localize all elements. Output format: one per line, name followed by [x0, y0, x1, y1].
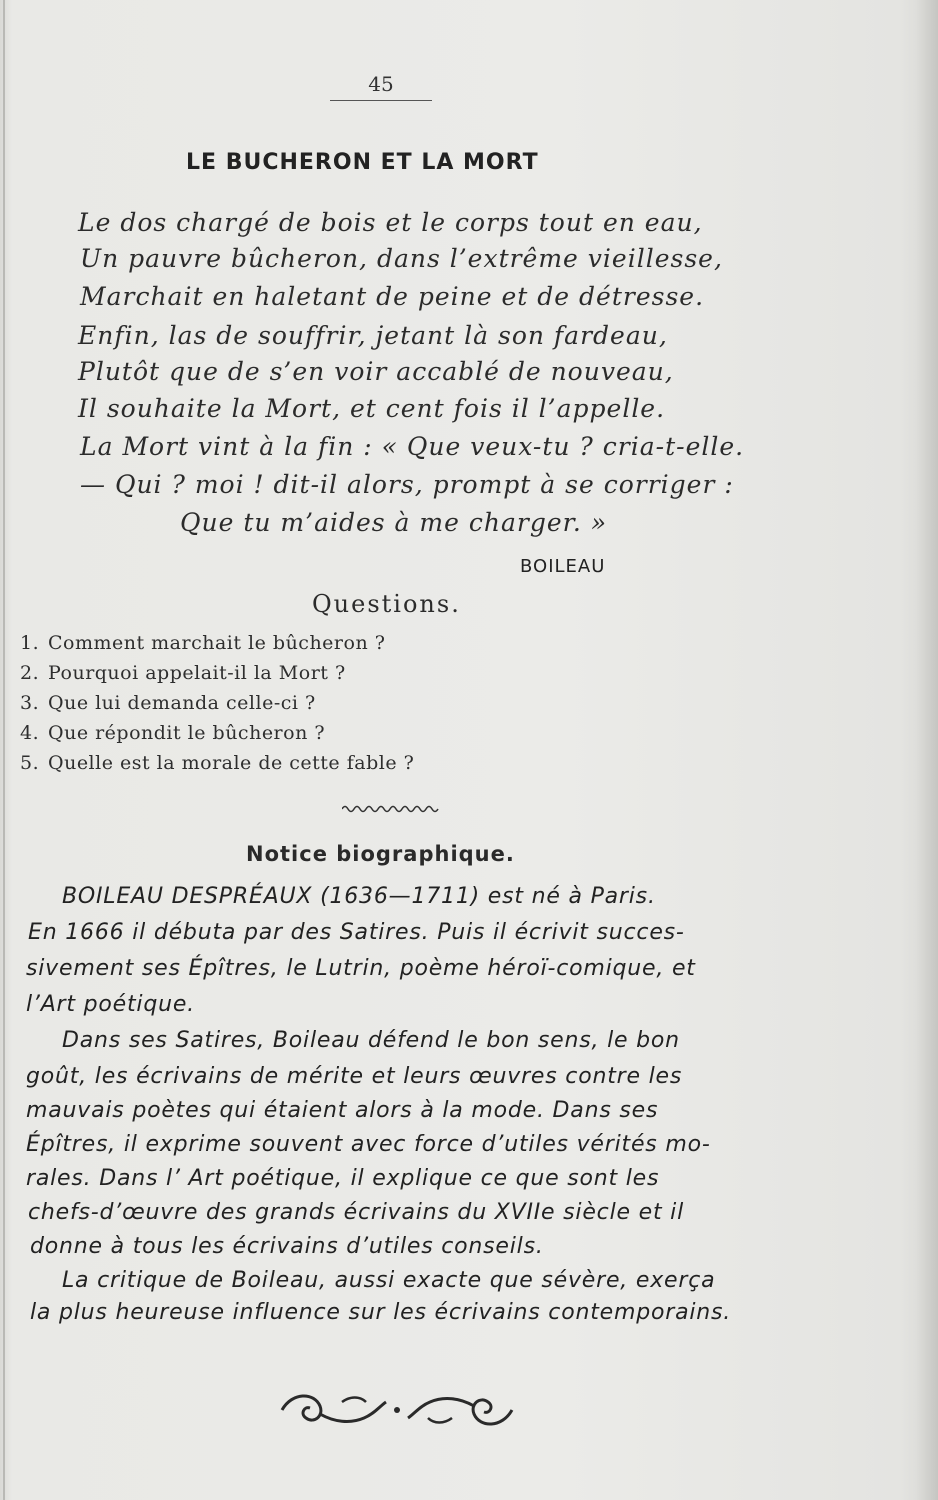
bio-line: chefs-d’œuvre des grands écrivains du XVIIe siècle et il — [28, 1200, 684, 1225]
poem-author: BOILEAU — [520, 556, 606, 577]
poem-line: Enfin, las de souffrir, jetant là son fardeau, — [78, 321, 668, 350]
poem-line: Le dos chargé de bois et le corps tout en eau, — [78, 208, 703, 237]
poem-line: Marchait en haletant de peine et de détresse. — [80, 282, 705, 311]
wavy-divider-icon — [342, 802, 442, 816]
fleuron-ornament-icon — [272, 1380, 522, 1440]
poem-line: Que tu m’aides à me charger. » — [180, 508, 608, 537]
question-item — [20, 692, 620, 714]
poem-line: — Qui ? moi ! dit-il alors, prompt à se corriger : — [80, 470, 734, 499]
question-text: Que répondit le bûcheron ? — [48, 722, 326, 744]
page-number: 45 — [368, 72, 394, 96]
question-item — [20, 632, 620, 654]
page-number-rule — [330, 100, 432, 101]
poem-line: La Mort vint à la fin : « Que veux-tu ? cria-t-elle. — [80, 432, 745, 461]
poem-line: Un pauvre bûcheron, dans l’extrême vieillesse, — [80, 244, 723, 273]
question-text: Comment marchait le bûcheron ? — [48, 632, 386, 654]
bio-line: La critique de Boileau, aussi exacte que sévère, exerça — [62, 1268, 716, 1293]
bio-line: sivement ses Épîtres, le Lutrin, poème héroï-comique, et — [26, 956, 696, 981]
bio-line: BOILEAU DESPRÉAUX (1636—1711) est né à Paris. — [62, 884, 656, 909]
bio-line: Épîtres, il exprime souvent avec force d’utiles vérités mo- — [26, 1132, 711, 1157]
bio-line: rales. Dans l’ Art poétique, il explique ce que sont les — [26, 1166, 660, 1191]
bio-line: mauvais poètes qui étaient alors à la mode. Dans ses — [26, 1098, 659, 1123]
bio-line: donne à tous les écrivains d’utiles conseils. — [30, 1234, 544, 1259]
question-text: Que lui demanda celle-ci ? — [48, 692, 316, 714]
poem-line: Plutôt que de s’en voir accablé de nouveau, — [78, 357, 674, 386]
question-text: Quelle est la morale de cette fable ? — [48, 752, 415, 774]
question-number: 5. — [20, 752, 40, 774]
question-number: 2. — [20, 662, 40, 684]
question-number: 3. — [20, 692, 40, 714]
question-number: 4. — [20, 722, 40, 744]
bio-line: goût, les écrivains de mérite et leurs œuvres contre les — [26, 1064, 683, 1089]
question-number: 1. — [20, 632, 40, 654]
question-item — [20, 752, 620, 774]
question-item — [20, 662, 620, 684]
question-text: Pourquoi appelait-il la Mort ? — [48, 662, 346, 684]
bio-line: la plus heureuse influence sur les écrivains contemporains. — [30, 1300, 732, 1325]
bio-line: l’Art poétique. — [26, 992, 195, 1017]
fable-title: LE BUCHERON ET LA MORT — [186, 150, 539, 175]
notice-heading: Notice biographique. — [246, 842, 515, 866]
bio-line: Dans ses Satires, Boileau défend le bon sens, le bon — [62, 1028, 680, 1053]
poem-line: Il souhaite la Mort, et cent fois il l’appelle. — [78, 394, 666, 423]
bio-line: En 1666 il débuta par des Satires. Puis il écrivit succes- — [28, 920, 685, 945]
questions-heading: Questions. — [312, 590, 461, 618]
question-item — [20, 722, 620, 744]
